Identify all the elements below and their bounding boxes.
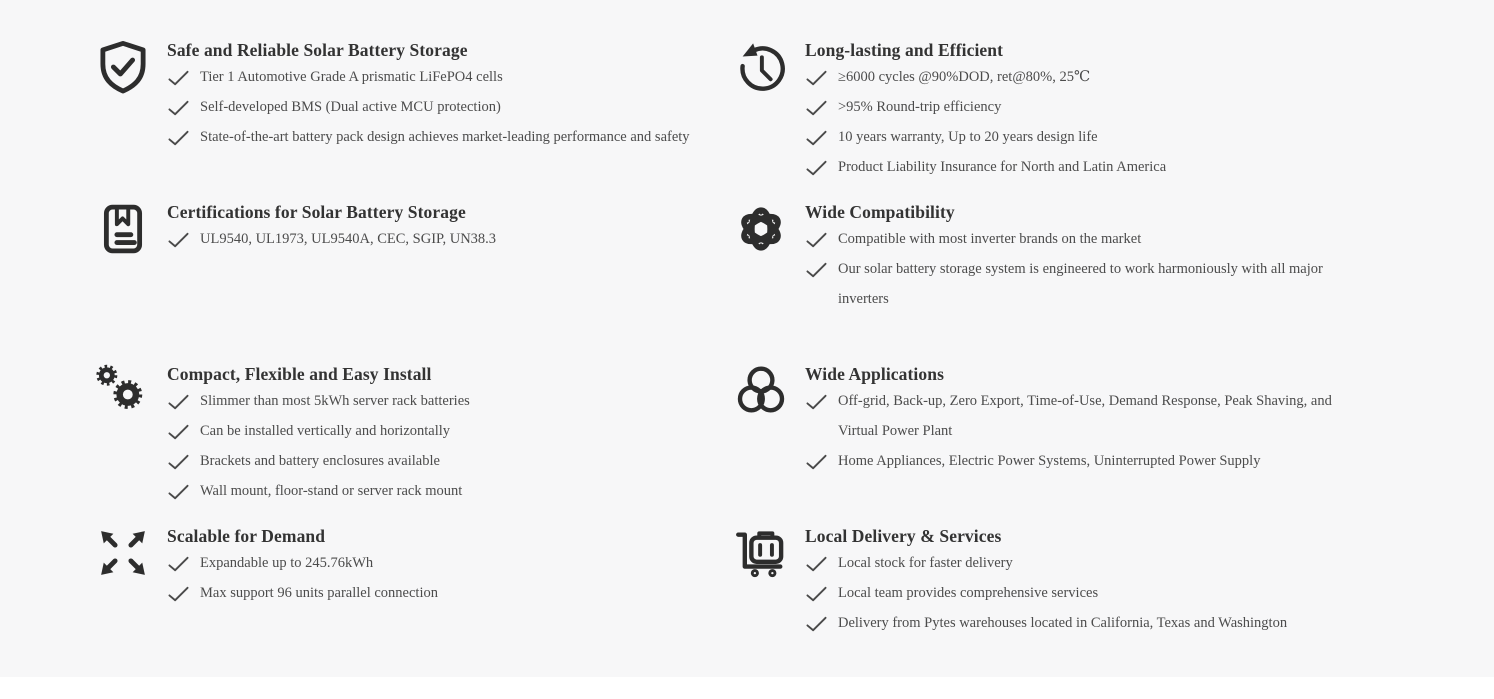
bullet-item: Off-grid, Back-up, Zero Export, Time-of-Use, Demand Response, Peak Shaving, and Virtual Power Plant (805, 386, 1371, 446)
bullet-item: Local stock for faster delivery (805, 548, 1371, 578)
bullet-item: Self-developed BMS (Dual active MCU protection) (167, 92, 707, 122)
bullet-item: Product Liability Insurance for North and Latin America (805, 152, 1371, 182)
check-icon (806, 586, 827, 602)
bullet-item: Wall mount, floor-stand or server rack mount (167, 476, 707, 506)
feature-bullets (805, 548, 1371, 638)
check-icon (168, 394, 189, 410)
feature-compact-flexible (95, 354, 733, 516)
shield-check-icon (95, 36, 151, 98)
atom-icon (733, 198, 789, 260)
check-icon (168, 100, 189, 116)
check-icon (168, 586, 189, 602)
check-icon (806, 100, 827, 116)
bullet-item: Slimmer than most 5kWh server rack batteries (167, 386, 707, 416)
feature-title: Compact, Flexible and Easy Install (167, 364, 432, 384)
check-icon (168, 70, 189, 86)
feature-local-delivery (733, 516, 1440, 638)
features-grid (95, 30, 1440, 638)
check-icon (168, 454, 189, 470)
check-icon (806, 232, 827, 248)
feature-title: Local Delivery & Services (805, 526, 1002, 546)
bullet-item: State-of-the-art battery pack design achieves market-leading performance and safety (167, 122, 707, 152)
feature-wide-applications (733, 354, 1440, 516)
feature-bullets (167, 548, 707, 608)
feature-scalable (95, 516, 733, 638)
bullet-item: 10 years warranty, Up to 20 years design life (805, 122, 1371, 152)
bullet-item: Our solar battery storage system is engineered to work harmoniously with all major inverters (805, 254, 1371, 314)
check-icon (168, 484, 189, 500)
feature-title: Safe and Reliable Solar Battery Storage (167, 40, 468, 60)
check-icon (168, 232, 189, 248)
bullet-item: Brackets and battery enclosures available (167, 446, 707, 476)
check-icon (806, 262, 827, 278)
feature-title: Wide Compatibility (805, 202, 955, 222)
check-icon (806, 616, 827, 632)
feature-bullets (805, 224, 1371, 314)
check-icon (168, 556, 189, 572)
check-icon (806, 160, 827, 176)
bullet-item: Local team provides comprehensive services (805, 578, 1371, 608)
feature-certifications (95, 192, 733, 354)
feature-bullets (805, 62, 1371, 182)
check-icon (806, 394, 827, 410)
bullet-item: ≥6000 cycles @90%DOD, ret@80%, 25℃ (805, 62, 1371, 92)
overlapping-circles-icon (733, 360, 789, 422)
bottom-strip (0, 677, 1494, 699)
gears-icon (95, 360, 151, 422)
check-icon (806, 454, 827, 470)
bullet-item: Home Appliances, Electric Power Systems, Uninterrupted Power Supply (805, 446, 1371, 476)
feature-wide-compatibility (733, 192, 1440, 354)
feature-title: Long-lasting and Efficient (805, 40, 1004, 60)
bullet-item: Delivery from Pytes warehouses located in California, Texas and Washington (805, 608, 1371, 638)
bullet-item: Tier 1 Automotive Grade A prismatic LiFePO4 cells (167, 62, 707, 92)
history-clock-icon (733, 36, 789, 98)
bullet-item: >95% Round-trip efficiency (805, 92, 1371, 122)
bullet-item: Expandable up to 245.76kWh (167, 548, 707, 578)
feature-bullets (167, 386, 707, 506)
feature-bullets (805, 386, 1371, 476)
feature-bullets (167, 62, 707, 152)
feature-bullets (167, 224, 707, 254)
expand-arrows-icon (95, 522, 151, 584)
check-icon (806, 130, 827, 146)
feature-title: Scalable for Demand (167, 526, 326, 546)
feature-title: Wide Applications (805, 364, 944, 384)
check-icon (806, 556, 827, 572)
bullet-item: UL9540, UL1973, UL9540A, CEC, SGIP, UN38.3 (167, 224, 707, 254)
check-icon (806, 70, 827, 86)
certificate-book-icon (95, 198, 151, 260)
delivery-cart-icon (733, 522, 789, 584)
feature-long-lasting (733, 30, 1440, 192)
bullet-item: Compatible with most inverter brands on the market (805, 224, 1371, 254)
check-icon (168, 130, 189, 146)
check-icon (168, 424, 189, 440)
bullet-item: Can be installed vertically and horizontally (167, 416, 707, 446)
feature-title: Certifications for Solar Battery Storage (167, 202, 466, 222)
bullet-item: Max support 96 units parallel connection (167, 578, 707, 608)
feature-safe-reliable (95, 30, 733, 192)
